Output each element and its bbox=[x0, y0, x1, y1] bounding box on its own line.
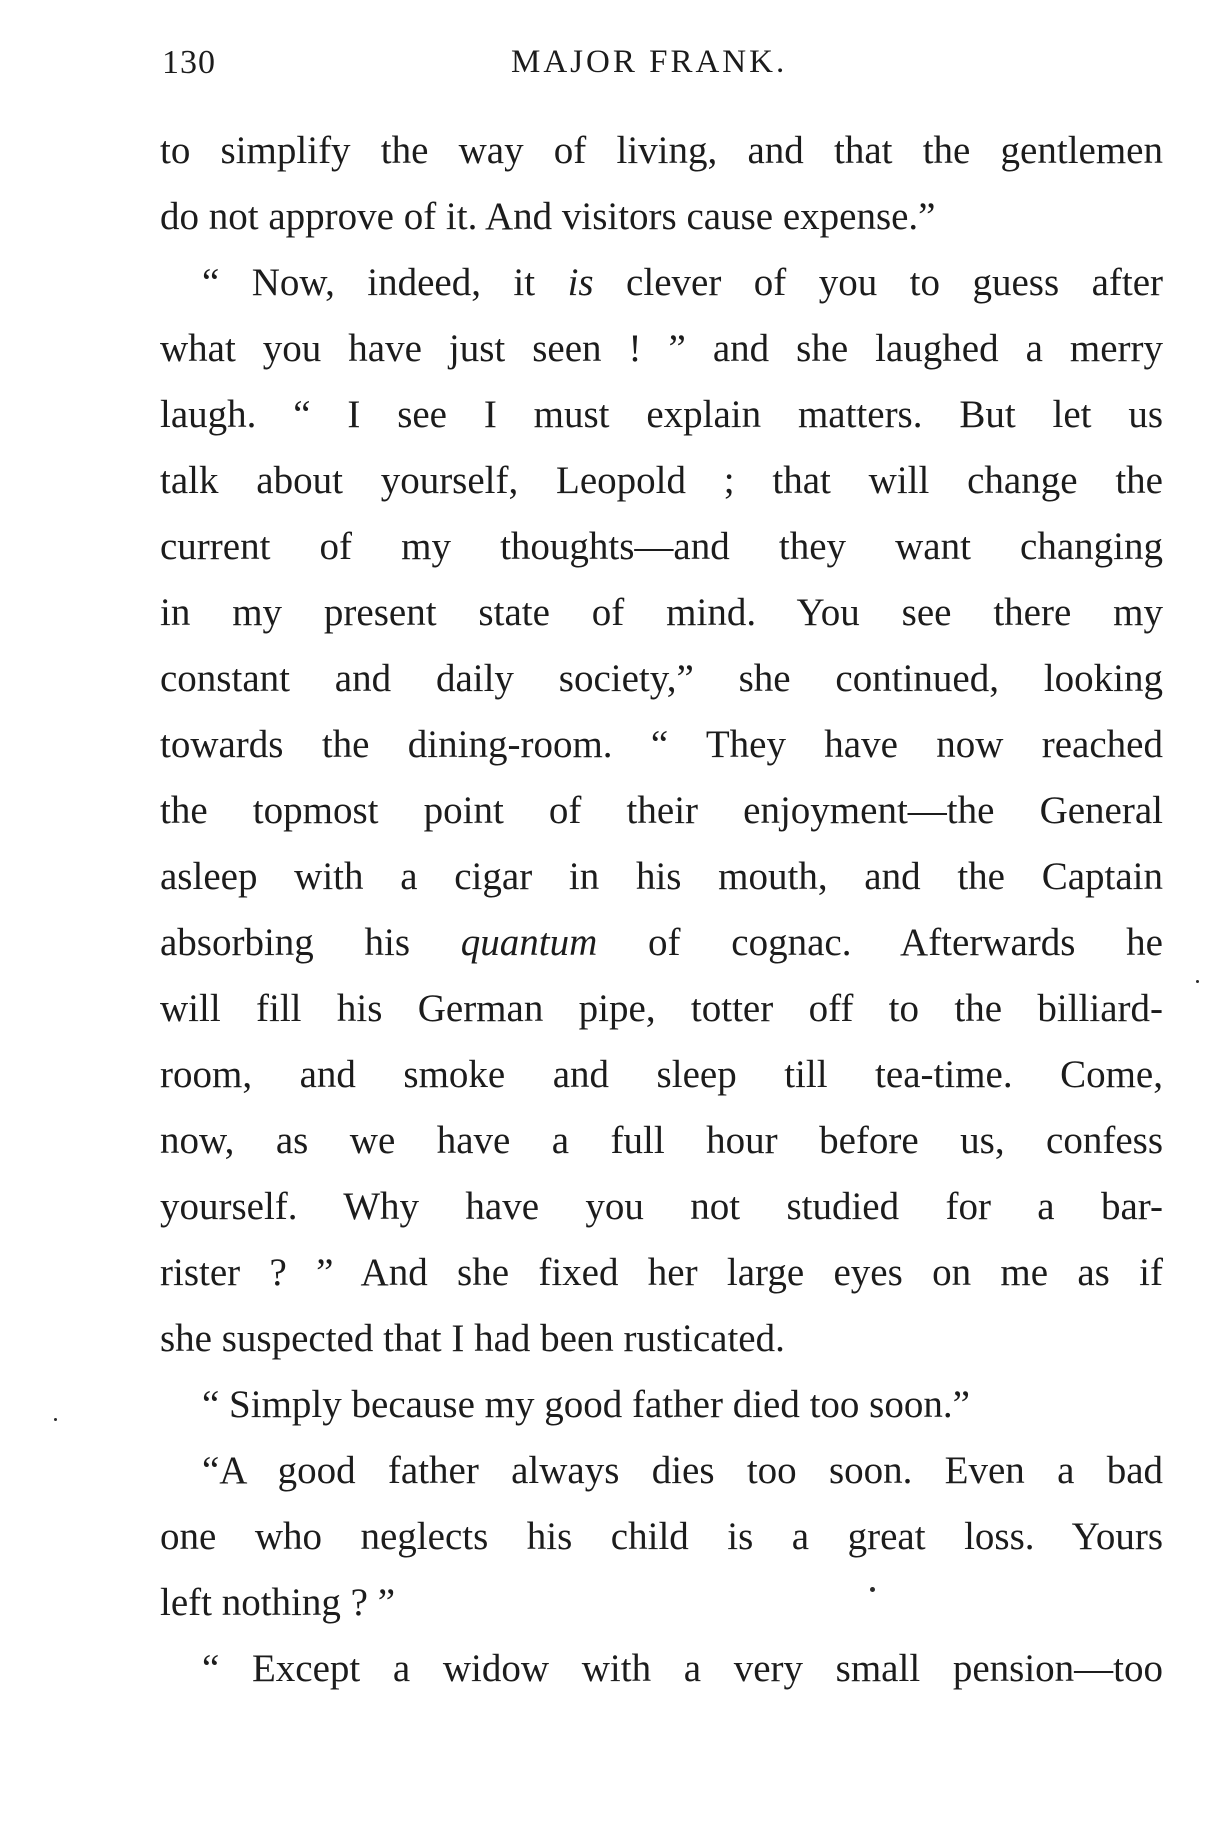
text-line: left nothing ? ” bbox=[160, 1581, 396, 1624]
text-line: asleep with a cigar in his mouth, and the Captain bbox=[160, 855, 1163, 898]
text-line: “ Now, indeed, it is clever of you to guess after bbox=[202, 261, 1164, 304]
text-line: rister ? ” And she fixed her large eyes on me as if bbox=[160, 1251, 1163, 1294]
text-line: to simplify the way of living, and that the gentlemen bbox=[160, 129, 1163, 172]
text-line: constant and daily society,” she continued, looking bbox=[160, 657, 1163, 700]
text-line: will fill his German pipe, totter off to the billiard- bbox=[160, 987, 1163, 1030]
text-line: in my present state of mind. You see there my bbox=[160, 591, 1163, 634]
text-line: the topmost point of their enjoyment—the General bbox=[160, 789, 1163, 832]
text-line: room, and smoke and sleep till tea-time. Come, bbox=[160, 1053, 1163, 1096]
page-number: 130 bbox=[162, 44, 216, 81]
text-line: current of my thoughts—and they want changing bbox=[160, 525, 1163, 568]
print-speck bbox=[1196, 980, 1199, 983]
print-speck bbox=[54, 1418, 57, 1421]
text-line: yourself. Why have you not studied for a bar- bbox=[160, 1185, 1163, 1228]
text-line: what you have just seen ! ” and she laughed a merry bbox=[160, 327, 1163, 370]
text-line: “ Simply because my good father died too soon.” bbox=[202, 1383, 970, 1426]
text-line: absorbing his quantum of cognac. Afterwards he bbox=[160, 921, 1163, 964]
text-line: now, as we have a full hour before us, confess bbox=[160, 1119, 1163, 1162]
text-line: towards the dining-room. “ They have now reached bbox=[160, 723, 1163, 766]
text-line: laugh. “ I see I must explain matters. But let us bbox=[160, 393, 1163, 436]
text-line: do not approve of it. And visitors cause expense.” bbox=[160, 195, 936, 238]
text-line: talk about yourself, Leopold ; that will change the bbox=[160, 459, 1163, 502]
text-line: “A good father always dies too soon. Even a bad bbox=[202, 1449, 1163, 1492]
running-head bbox=[162, 44, 1162, 94]
print-speck bbox=[870, 1587, 875, 1592]
text-line: one who neglects his child is a great loss. Yours bbox=[160, 1515, 1163, 1558]
running-title: MAJOR FRANK. bbox=[511, 44, 788, 80]
body-text bbox=[160, 118, 1163, 1702]
text-line: “ Except a widow with a very small pension—too bbox=[202, 1647, 1163, 1690]
text-line: she suspected that I had been rusticated. bbox=[160, 1317, 785, 1360]
